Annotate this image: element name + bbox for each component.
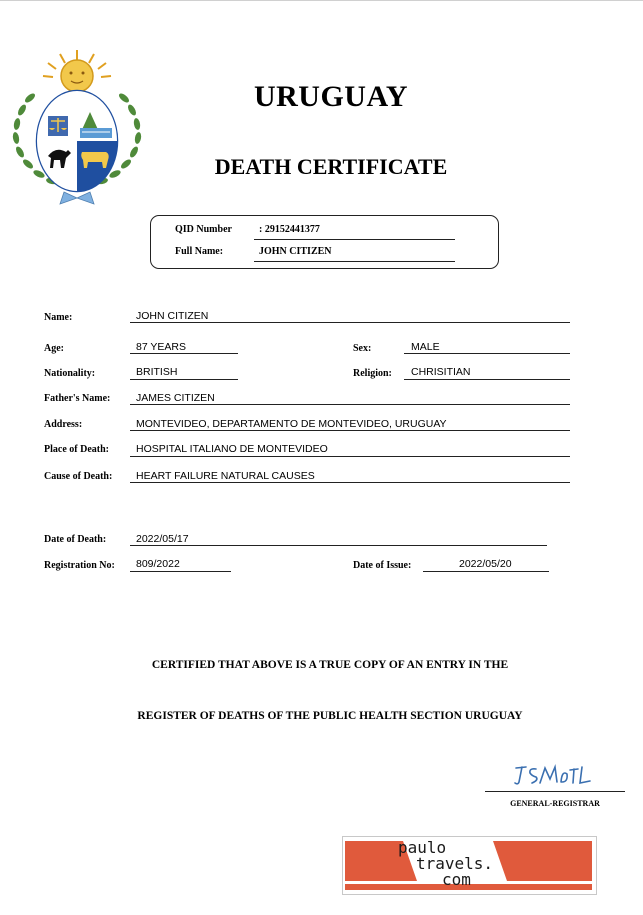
name-underline	[130, 322, 570, 323]
date-of-death-label: Date of Death:	[44, 534, 107, 545]
top-border	[0, 0, 643, 1]
date-of-issue-underline	[423, 571, 549, 572]
religion-label: Religion:	[353, 368, 392, 379]
logo-text-line-3: com	[442, 870, 471, 889]
registrar-title: GENERAL-REGISTRAR	[510, 799, 600, 808]
date-of-issue-label: Date of Issue:	[353, 560, 412, 571]
sex-value: MALE	[411, 341, 440, 353]
place-of-death-underline	[130, 456, 570, 457]
name-label: Name:	[44, 312, 73, 323]
cause-of-death-value: HEART FAILURE NATURAL CAUSES	[136, 470, 315, 482]
name-value: JOHN CITIZEN	[136, 310, 209, 322]
place-of-death-value: HOSPITAL ITALIANO DE MONTEVIDEO	[136, 443, 328, 455]
signature-line	[485, 791, 625, 792]
religion-value: CHRISITIAN	[411, 366, 471, 378]
document-title: URUGUAY	[253, 80, 409, 113]
fullname-underline	[254, 261, 455, 262]
date-of-death-underline	[130, 545, 547, 546]
qid-label: QID Number	[175, 224, 232, 235]
nationality-value: BRITISH	[136, 366, 178, 378]
cause-of-death-label: Cause of Death:	[44, 471, 113, 482]
nationality-underline	[130, 379, 238, 380]
registration-number-label: Registration No:	[44, 560, 115, 571]
watermark-logo-text	[388, 840, 538, 888]
fullname-value: JOHN CITIZEN	[259, 246, 332, 257]
cause-of-death-underline	[130, 482, 570, 483]
address-label: Address:	[44, 419, 83, 430]
sex-label: Sex:	[353, 343, 372, 354]
coat-of-arms-emblem	[8, 46, 146, 208]
father-name-value: JAMES CITIZEN	[136, 392, 215, 404]
document-subtitle: DEATH CERTIFICATE	[214, 154, 448, 179]
registration-number-underline	[130, 571, 231, 572]
place-of-death-label: Place of Death:	[44, 444, 109, 455]
qid-value: : 29152441377	[259, 224, 320, 235]
certification-line-1: CERTIFIED THAT ABOVE IS A TRUE COPY OF AN ENTRY IN THE	[151, 659, 509, 671]
address-underline	[130, 430, 570, 431]
date-of-issue-value: 2022/05/20	[459, 558, 512, 570]
father-name-underline	[130, 404, 570, 405]
age-value: 87 YEARS	[136, 341, 187, 353]
certification-line-2: REGISTER OF DEATHS OF THE PUBLIC HEALTH SECTION URUGUAY	[137, 710, 523, 722]
sex-underline	[404, 353, 570, 354]
logo-text-line-1: paulo	[398, 838, 447, 857]
nationality-label: Nationality:	[44, 368, 96, 379]
fullname-label: Full Name:	[175, 246, 224, 257]
registration-number-value: 809/2022	[136, 558, 180, 570]
qid-underline	[254, 239, 455, 240]
age-label: Age:	[44, 343, 64, 354]
logo-text-line-2: travels.	[416, 854, 494, 873]
father-name-label: Father's Name:	[44, 393, 111, 404]
age-underline	[130, 353, 238, 354]
registrar-signature	[512, 762, 594, 788]
address-value: MONTEVIDEO, DEPARTAMENTO DE MONTEVIDEO, URUGUAY	[136, 418, 447, 430]
date-of-death-value: 2022/05/17	[136, 533, 189, 545]
religion-underline	[404, 379, 570, 380]
